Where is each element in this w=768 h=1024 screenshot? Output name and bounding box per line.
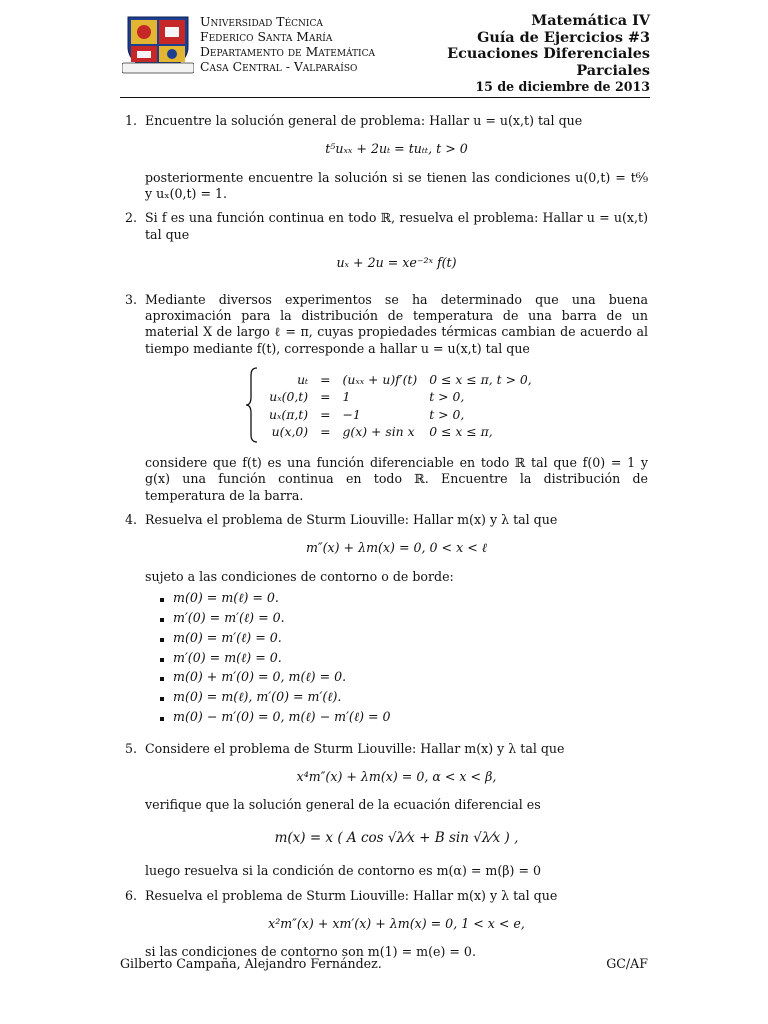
system-table: [263, 371, 538, 441]
problem-4: [120, 512, 648, 729]
problem-number: 2.: [125, 210, 138, 226]
university-crest-logo: [122, 13, 194, 75]
list-item: m(0) = m′(ℓ) = 0.: [159, 630, 648, 650]
problem-statement: posteriormente encuentre la solución si se tienen las condiciones u(0,t) = t⁶⁄₉ y uₓ(0,t) = 1.: [145, 169, 648, 202]
equation-system: [245, 371, 648, 441]
problem-statement: Encuentre la solución general de problema: Hallar u = u(x,t) tal que: [145, 113, 583, 128]
topic-title: Parciales: [576, 61, 650, 79]
equation: m(x) = x ( A cos √λ⁄x + B sin √λ⁄x ) ,: [274, 829, 519, 846]
institution-line: Universidad Técnica: [200, 14, 323, 29]
course-title: Matemática IV: [531, 12, 650, 29]
problem-statement: considere que f(t) es una función diferenciable en todo ℝ tal que f(0) = 1 y g(x) una función continua en todo ℝ. Encuentre la distribución de temperatura de la barra.: [145, 454, 648, 503]
institution-block: [200, 14, 375, 74]
topic-title: Ecuaciones Diferenciales: [447, 45, 650, 62]
document-title-block: [447, 13, 650, 95]
page-header: [120, 13, 650, 93]
problem-statement: sujeto a las condiciones de contorno o de borde:: [145, 568, 454, 584]
problem-statement: Resuelva el problema de Sturm Liouville: Hallar m(x) y λ tal que: [145, 512, 558, 528]
equation: x²m″(x) + xm′(x) + λm(x) = 0, 1 < x < e,: [268, 916, 525, 932]
problem-2: [120, 210, 648, 271]
footer-authors: Gilberto Campaña, Alejandro Fernández.: [120, 956, 382, 971]
problem-statement: Si f es una función continua en todo ℝ, resuelva el problema: Hallar u = u(x,t) tal que: [145, 210, 648, 242]
problem-5: [120, 741, 648, 880]
problem-number: 5.: [125, 740, 138, 756]
equation: m″(x) + λm(x) = 0, 0 < x < ℓ: [305, 540, 488, 556]
system-row: uₜ = (uₓₓ + u)f′(t) 0 ≤ x ≤ π, t > 0,: [297, 371, 532, 387]
list-item: m(0) = m(ℓ) = 0.: [159, 590, 648, 610]
institution-line: Departamento de Matemática: [200, 44, 375, 59]
list-item: m(0) + m′(0) = 0, m(ℓ) = 0.: [159, 669, 648, 689]
header-rule: [120, 97, 650, 98]
document-date: 15 de diciembre de 2013: [475, 79, 650, 94]
problem-statement: luego resuelva si la condición de contorno es m(α) = m(β) = 0: [145, 863, 542, 879]
list-item: m′(0) = m(ℓ) = 0.: [159, 650, 648, 670]
problem-statement: Mediante diversos experimentos se ha determinado que una buena aproximación para la distribución de temperatura de una barra de un material X de largo ℓ = π, cuyas propiedades térmicas cambian de acuerdo al tiempo mediante f(t), corresponde a hallar u = u(x,t) tal que: [145, 291, 648, 356]
problem-statement: Resuelva el problema de Sturm Liouville: Hallar m(x) y λ tal que: [145, 887, 558, 903]
guide-title: Guía de Ejercicios #3: [477, 28, 650, 46]
problem-number: 1.: [125, 113, 138, 128]
equation: uₓ + 2u = xe⁻²ˣ f(t): [336, 255, 457, 271]
boundary-conditions-list: [145, 590, 648, 729]
problem-statement: si las condiciones de contorno son m(1) = m(e) = 0.: [145, 944, 476, 960]
system-row: uₓ(0,t) = 1 t > 0,: [269, 389, 465, 405]
problem-statement: Considere el problema de Sturm Liouville: Hallar m(x) y λ tal que: [145, 740, 565, 756]
problem-number: 6.: [125, 887, 138, 903]
footer-initials: GC/AF: [606, 956, 648, 971]
problem-1: [120, 113, 648, 202]
system-row: u(x,0) = g(x) + sin x 0 ≤ x ≤ π,: [271, 424, 493, 440]
equation: x⁴m″(x) + λm(x) = 0, α < x < β,: [296, 769, 497, 785]
problem-statement: verifique que la solución general de la ecuación diferencial es: [145, 797, 541, 813]
problem-number: 4.: [125, 512, 138, 528]
equation: t⁵uₓₓ + 2uₜ = tuₜₜ, t > 0: [325, 141, 468, 157]
system-row: uₓ(π,t) = −1 t > 0,: [269, 406, 465, 422]
problem-6: [120, 888, 648, 961]
exercise-list: [120, 113, 648, 961]
institution-line: Casa Central - Valparaíso: [200, 59, 358, 74]
institution-line: Federico Santa María: [200, 29, 333, 44]
problem-3: [120, 292, 648, 505]
list-item: m(0) − m′(0) = 0, m(ℓ) − m′(ℓ) = 0: [159, 709, 648, 729]
problem-number: 3.: [125, 291, 138, 307]
list-item: m′(0) = m′(ℓ) = 0.: [159, 610, 648, 630]
left-brace: [245, 367, 259, 443]
list-item: m(0) = m(ℓ), m′(0) = m′(ℓ).: [159, 689, 648, 709]
